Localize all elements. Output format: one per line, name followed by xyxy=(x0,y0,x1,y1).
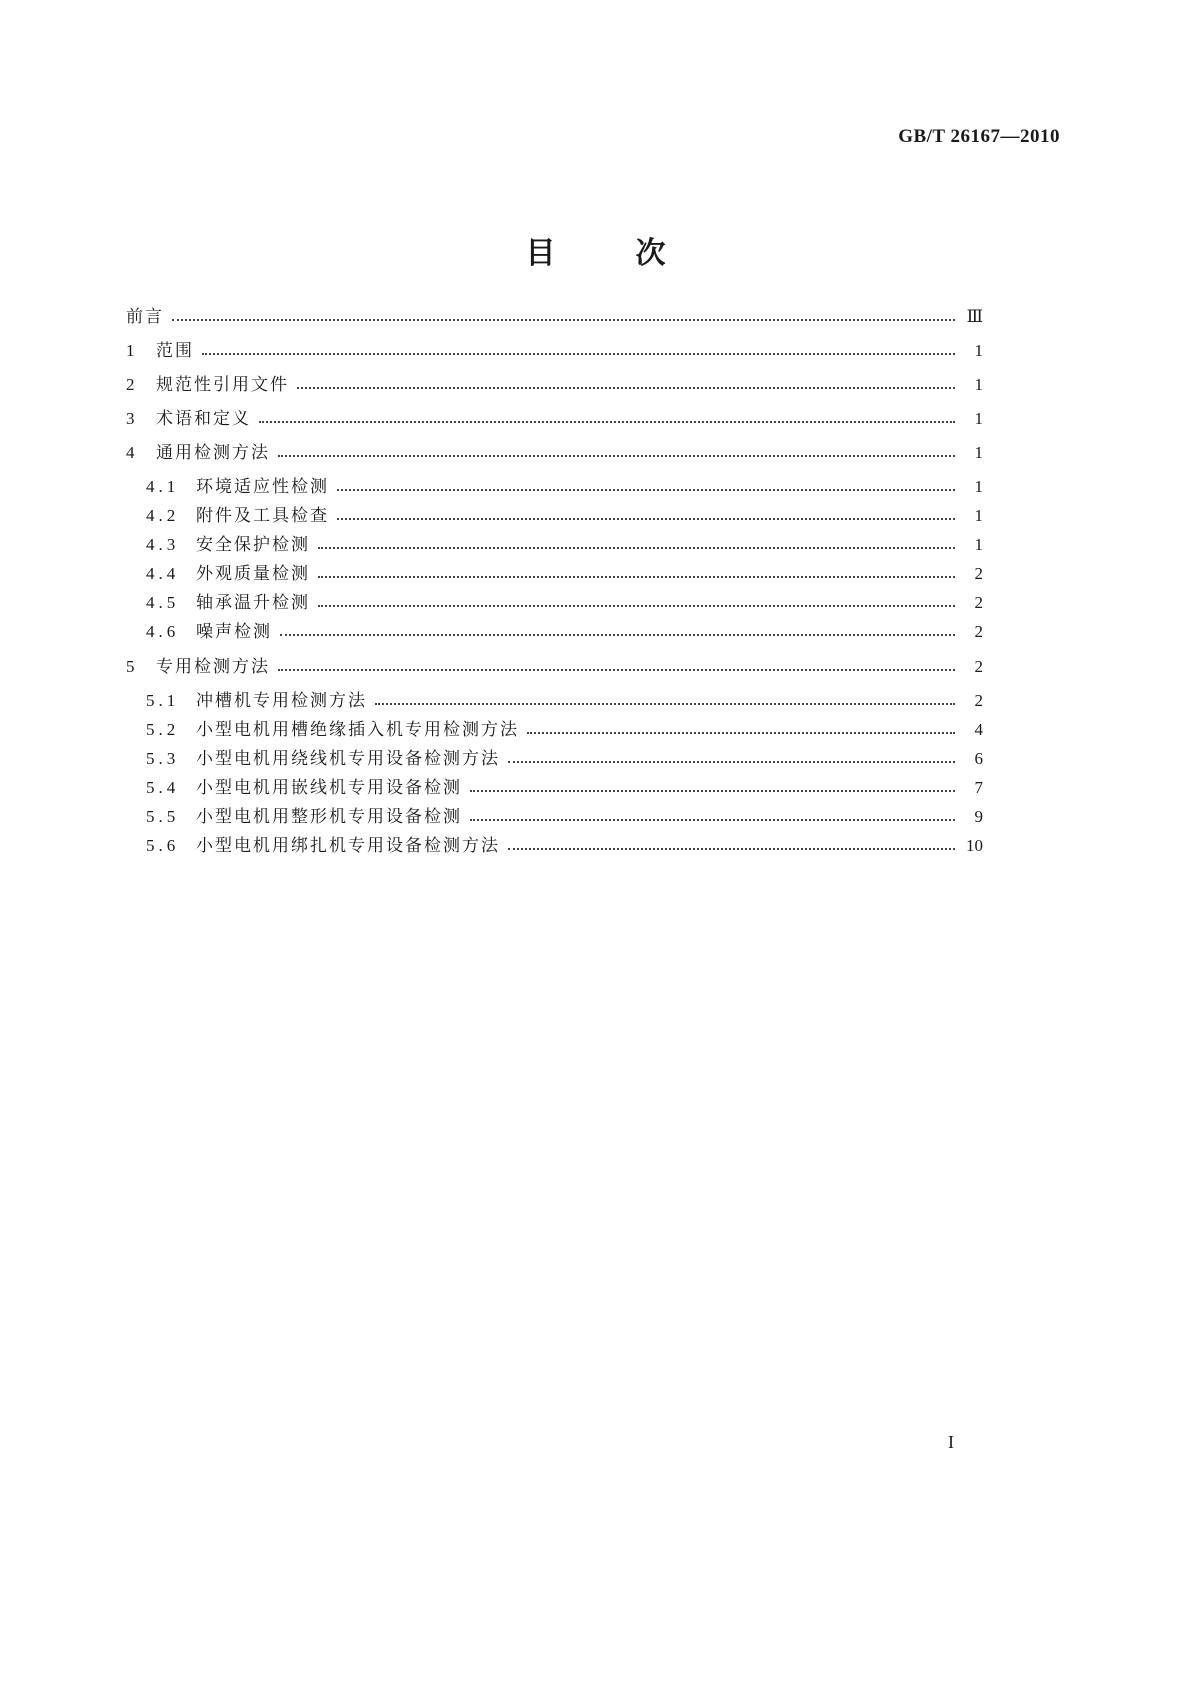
toc-label: 前言 xyxy=(126,307,164,327)
toc-entry-3[interactable] xyxy=(126,405,983,433)
toc-page: 1 xyxy=(974,409,983,428)
toc-number: 5.5 xyxy=(146,807,180,826)
toc-entry-4-5[interactable] xyxy=(146,589,983,617)
toc-leader xyxy=(172,319,955,321)
toc-leader xyxy=(202,353,955,355)
toc-number: 4 xyxy=(126,443,139,462)
toc-label: 专用检测方法 xyxy=(156,657,270,677)
toc-leader xyxy=(297,387,955,389)
toc-leader xyxy=(259,421,955,423)
toc-number: 5.1 xyxy=(146,691,180,710)
toc-page: 1 xyxy=(974,506,983,525)
toc-label: 轴承温升检测 xyxy=(196,593,310,613)
toc-label: 冲槽机专用检测方法 xyxy=(196,691,367,711)
toc-page: 6 xyxy=(974,749,983,768)
page-number: I xyxy=(948,1432,954,1452)
toc-number: 4.3 xyxy=(146,535,180,554)
toc-entry-preface[interactable] xyxy=(126,303,983,331)
toc-leader xyxy=(318,605,955,607)
title-char-1: 目 xyxy=(525,236,556,271)
toc-entry-5[interactable] xyxy=(126,653,983,681)
toc-number: 1 xyxy=(126,341,139,360)
toc-label: 小型电机用嵌线机专用设备检测 xyxy=(196,778,462,798)
toc-entry-4-3[interactable] xyxy=(146,531,983,559)
toc-entry-5-6[interactable] xyxy=(146,832,983,860)
toc-number: 5.6 xyxy=(146,836,180,855)
toc-entry-4-2[interactable] xyxy=(146,502,983,530)
toc-leader xyxy=(375,703,955,705)
toc-entry-5-1[interactable] xyxy=(146,687,983,715)
toc-leader xyxy=(278,669,955,671)
toc-number: 5.2 xyxy=(146,720,180,739)
toc-label: 小型电机用整形机专用设备检测 xyxy=(196,807,462,827)
toc-number: 4.4 xyxy=(146,564,180,583)
toc-label: 术语和定义 xyxy=(156,409,251,429)
toc-label: 通用检测方法 xyxy=(156,443,270,463)
toc-page: 10 xyxy=(966,836,983,855)
toc-leader xyxy=(337,518,955,520)
toc-leader xyxy=(527,732,955,734)
toc-label: 小型电机用绑扎机专用设备检测方法 xyxy=(196,836,500,856)
toc-leader xyxy=(318,576,955,578)
toc-entry-4-6[interactable] xyxy=(146,618,983,646)
toc-entry-5-5[interactable] xyxy=(146,803,983,831)
toc-label: 噪声检测 xyxy=(196,622,272,642)
toc-entry-4-1[interactable] xyxy=(146,473,983,501)
title-char-2: 次 xyxy=(635,236,666,271)
toc-label: 附件及工具检查 xyxy=(196,506,329,526)
toc-leader xyxy=(337,489,955,491)
toc-entry-5-4[interactable] xyxy=(146,774,983,802)
toc-page: 2 xyxy=(974,593,983,612)
toc-page: 1 xyxy=(974,443,983,462)
toc-label: 小型电机用绕线机专用设备检测方法 xyxy=(196,749,500,769)
toc-entry-5-2[interactable] xyxy=(146,716,983,744)
toc-number: 4.5 xyxy=(146,593,180,612)
toc-leader xyxy=(470,819,955,821)
toc-leader xyxy=(318,547,955,549)
toc-number: 4.1 xyxy=(146,477,180,496)
toc-page: 2 xyxy=(974,691,983,710)
toc-number: 4.2 xyxy=(146,506,180,525)
toc-page: Ⅲ xyxy=(966,307,983,326)
toc-entry-2[interactable] xyxy=(126,371,983,399)
toc-page: 2 xyxy=(974,564,983,583)
toc-page: 4 xyxy=(974,720,983,739)
toc-number: 5.3 xyxy=(146,749,180,768)
toc-page: 2 xyxy=(974,622,983,641)
toc-label: 安全保护检测 xyxy=(196,535,310,555)
toc-page: 2 xyxy=(974,657,983,676)
toc-label: 范围 xyxy=(156,341,194,361)
toc-entry-5-3[interactable] xyxy=(146,745,983,773)
toc-leader xyxy=(508,848,955,850)
toc-page: 9 xyxy=(974,807,983,826)
toc-page: 1 xyxy=(974,375,983,394)
toc-page: 1 xyxy=(974,341,983,360)
toc-entry-1[interactable] xyxy=(126,337,983,365)
toc-number: 3 xyxy=(126,409,139,428)
toc-page: 1 xyxy=(974,477,983,496)
toc-label: 小型电机用槽绝缘插入机专用检测方法 xyxy=(196,720,519,740)
toc-leader xyxy=(470,790,955,792)
toc-label: 外观质量检测 xyxy=(196,564,310,584)
toc-number: 4.6 xyxy=(146,622,180,641)
toc-page: 7 xyxy=(974,778,983,797)
toc-entry-4-4[interactable] xyxy=(146,560,983,588)
toc-number: 2 xyxy=(126,375,139,394)
standard-code: GB/T 26167—2010 xyxy=(898,126,1060,147)
toc-number: 5 xyxy=(126,657,139,676)
toc-label: 环境适应性检测 xyxy=(196,477,329,497)
toc-leader xyxy=(278,455,955,457)
toc-page: 1 xyxy=(974,535,983,554)
toc-label: 规范性引用文件 xyxy=(156,375,289,395)
toc-leader xyxy=(508,761,955,763)
toc-number: 5.4 xyxy=(146,778,180,797)
toc-entry-4[interactable] xyxy=(126,439,983,467)
toc-leader xyxy=(280,634,955,636)
